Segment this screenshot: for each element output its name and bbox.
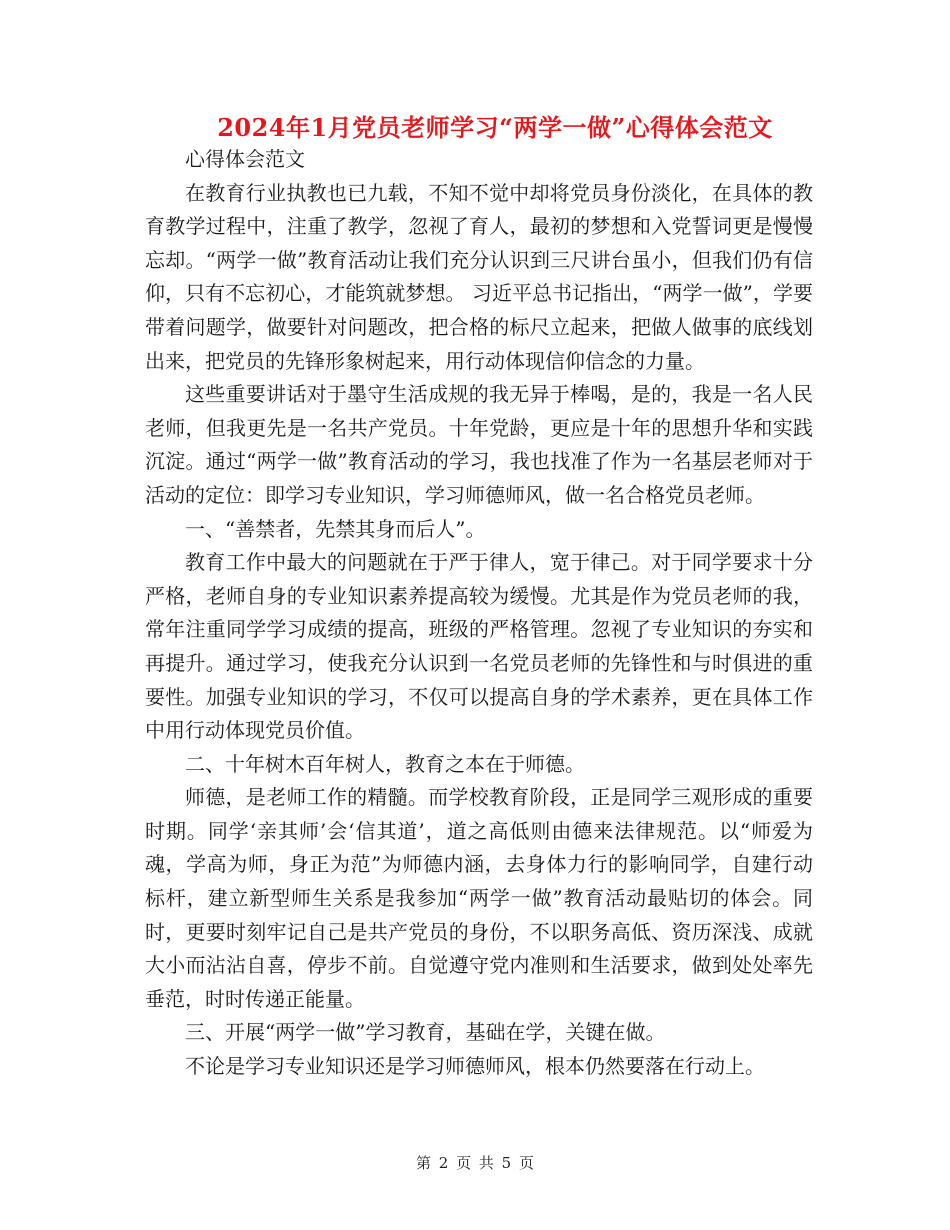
section-heading: 二、十年树木百年树人，教育之本在于师德。 [185, 751, 585, 776]
document-body [145, 143, 813, 1084]
section-heading: 一、“善禁者，先禁其身而后人”。 [185, 516, 486, 541]
paragraph: 不论是学习专业知识还是学习师德师风，根本仍然要落在行动上。 [185, 1054, 765, 1079]
paragraph: 在教育行业执教也已九载，不知不觉中却将党员身份淡化，在具体的教育教学过程中，注重了教学，忽视了育人，最初的梦想和入党誓词更是慢慢忘却。“两学一做”教育活动让我们充分认识到三尺讲台虽小，但我们仍有信仰，只有不忘初心，才能筑就梦想。 习近平总书记指出，“两学一做”，学要带着问题学，做要针对问题改，把合格的标尺立起来，把做人做事的底线划出来，把党员的先锋形象树起来，用行动体现信仰信念的力量。 [145, 180, 813, 373]
paragraph: 教育工作中最大的问题就在于严于律人，宽于律己。对于同学要求十分严格，老师自身的专业知识素养提高较为缓慢。尤其是作为党员老师的我，常年注重同学学习成绩的提高，班级的严格管理。忽视了专业知识的夯实和再提升。通过学习，使我充分认识到一名党员老师的先锋性和与时俱进的重要性。加强专业知识的学习，不仅可以提高自身的学术素养，更在具体工作中用行动体现党员价值。 [145, 550, 813, 743]
section-heading: 三、开展“两学一做”学习教育，基础在学，关键在做。 [185, 1020, 666, 1045]
paragraph: 师德，是老师工作的精髓。而学校教育阶段，正是同学三观形成的重要时期。同学‘亲其师’会‘信其道’，道之高低则由德来法律规范。以“师爱为魂，学高为师，身正为范”为师德内涵，去身体力行的影响同学，自建行动标杆，建立新型师生关系是我参加“两学一做”教育活动最贴切的体会。同时，更要时刻牢记自己是共产党员的身份，不以职务高低、资历深浅、成就大小而沾沾自喜，停步不前。自觉遵守党内准则和生活要求，做到处处率先垂范，时时传递正能量。 [145, 785, 813, 1011]
paragraph-subtitle: 心得体会范文 [185, 147, 305, 171]
page-number-footer: 第 2 页 共 5 页 [416, 1154, 534, 1172]
paragraph: 这些重要讲话对于墨守生活成规的我无异于棒喝，是的，我是一名人民老师，但我更先是一名共产党员。十年党龄，更应是十年的思想升华和实践沉淀。通过“两学一做”教育活动的学习，我也找准了作为一名基层老师对于活动的定位：即学习专业知识，学习师德师风，做一名合格党员老师。 [145, 382, 813, 507]
document-title: 2024年1月党员老师学习“两学一做”心得体会范文 [217, 113, 773, 142]
